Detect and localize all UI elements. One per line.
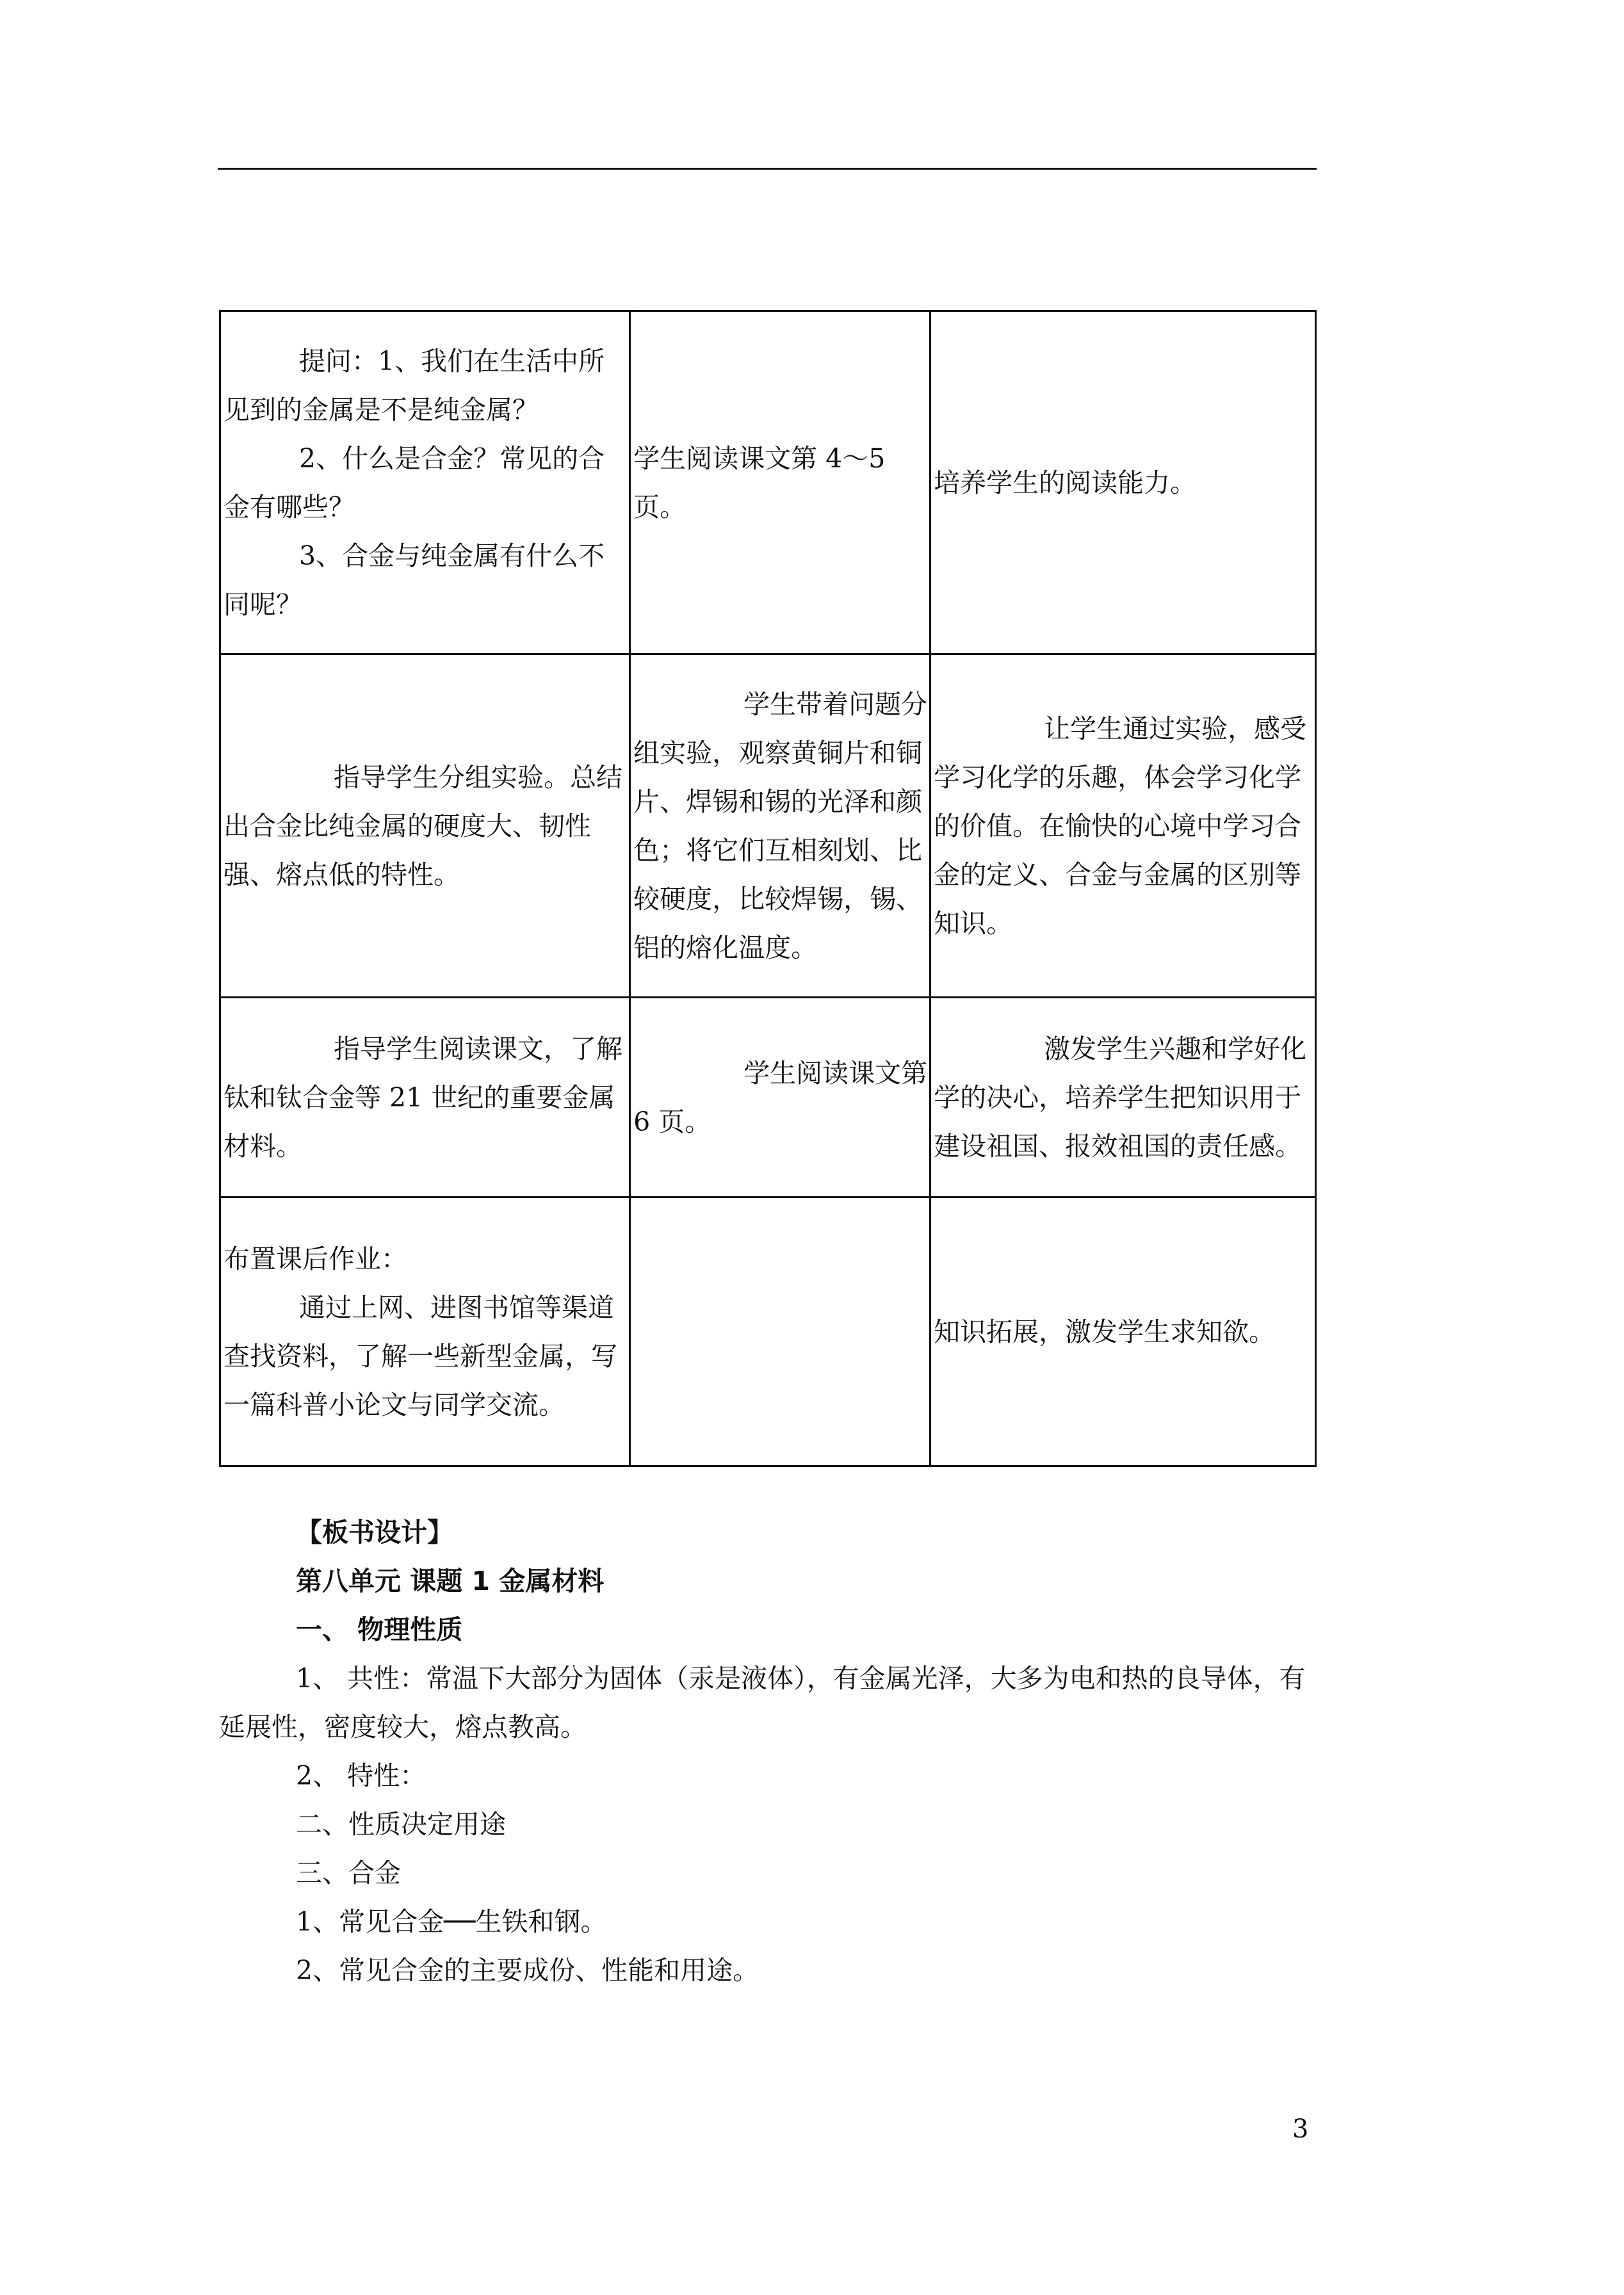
table-row [220,654,1316,998]
purpose-text: 培养学生的阅读能力。 [934,467,1197,498]
section-alloys: 三、合金 [296,1858,401,1888]
common-properties-text: 1、 共性：常温下大部分为固体（汞是液体），有金属光泽，大多为电和热的良导体，有延展性，密度较大，熔点教高。 [219,1663,1306,1742]
student-activity-text: 学生阅读课文第 6 页。 [633,1057,928,1137]
teacher-activity-cell [220,1197,630,1466]
student-activity-text: 学生带着问题分组实验，观察黄铜片和铜片、焊锡和锡的光泽和颜色；将它们互相刻划、比较硬度，比较焊锡，锡、铝的熔化温度。 [633,688,928,963]
alloy-item-1: 1、常见合金──生铁和钢。 [296,1906,607,1937]
board-design-section [219,1508,1317,1995]
teacher-activity-cell [220,311,630,654]
section-physical-properties: 一、 物理性质 [296,1614,463,1645]
header-rule [218,168,1317,170]
page-number: 3 [1292,2114,1309,2144]
student-activity-cell [630,311,930,654]
teacher-activity-text: 指导学生分组实验。总结出合金比纯金属的硬度大、韧性强、熔点低的特性。 [223,761,622,890]
alloy-item-2: 2、常见合金的主要成份、性能和用途。 [296,1955,759,1986]
section-uses: 二、性质决定用途 [296,1809,506,1840]
purpose-cell [930,654,1316,998]
student-activity-cell [630,998,930,1197]
student-activity-text: 学生阅读课文第 4～5 页。 [633,442,886,523]
teacher-question-2: 2、什么是合金？常见的合金有哪些？ [223,442,605,523]
teacher-activity-text: 指导学生阅读课文，了解钛和钛合金等 21 世纪的重要金属材料。 [223,1033,622,1162]
student-activity-cell [630,1197,930,1466]
table-row [220,998,1316,1197]
table-row [220,1197,1316,1466]
purpose-cell [930,998,1316,1197]
homework-title: 布置课后作业： [223,1243,407,1274]
special-properties-text: 2、 特性： [296,1760,426,1791]
purpose-text: 知识拓展，激发学生求知欲。 [934,1316,1276,1347]
table-row [220,311,1316,654]
teacher-activity-cell [220,998,630,1197]
lesson-table [219,310,1317,1467]
purpose-cell [930,311,1316,654]
purpose-cell [930,1197,1316,1466]
student-activity-cell [630,654,930,998]
homework-text: 通过上网、进图书馆等渠道查找资料，了解一些新型金属，写一篇科普小论文与同学交流。 [223,1292,617,1420]
teacher-activity-cell [220,654,630,998]
purpose-text: 激发学生兴趣和学好化学的决心，培养学生把知识用于建设祖国、报效祖国的责任感。 [934,1033,1307,1162]
board-design-heading: 【板书设计】 [296,1517,453,1548]
purpose-text: 让学生通过实验，感受学习化学的乐趣，体会学习化学的价值。在愉快的心境中学习合金的定义、合金与金属的区别等知识。 [934,713,1307,939]
teacher-question-1: 提问：1、我们在生活中所见到的金属是不是纯金属？ [223,345,605,425]
teacher-question-3: 3、合金与纯金属有什么不同呢？ [223,540,605,620]
unit-title: 第八单元 课题 1 金属材料 [296,1566,605,1596]
